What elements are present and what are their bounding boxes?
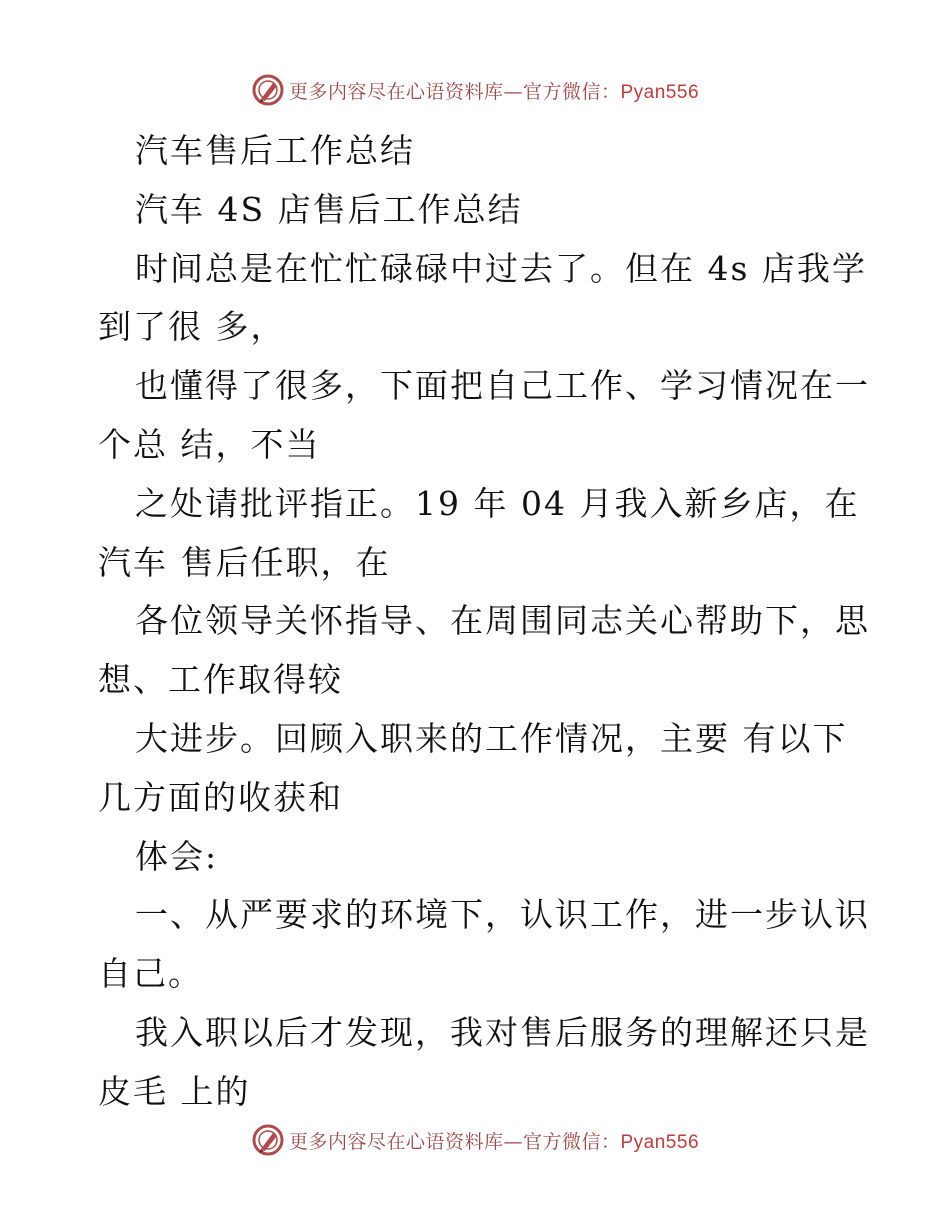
- text-line: 自己。: [98, 954, 203, 994]
- footer-banner-text: [289, 1127, 699, 1154]
- text-line: 汽车 售后任职，在: [98, 542, 391, 582]
- text-line: 汽车 4S 店售后工作总结: [135, 189, 523, 229]
- text-line: 之处请批评指正。19 年 04 月我入新乡店，在: [135, 483, 860, 523]
- text-line: 时间总是在忙忙碌碌中过去了。但在 4s 店我学: [135, 248, 867, 288]
- text-line: 皮毛 上的: [98, 1071, 251, 1111]
- footer-banner: [0, 1120, 950, 1160]
- banner-dash: —: [503, 1130, 523, 1153]
- site-name: 更多内容尽在心语资料库: [288, 1130, 504, 1153]
- header-banner-text: [289, 77, 699, 104]
- text-line: 几方面的收获和: [98, 777, 343, 817]
- wechat-id: Pyan556: [620, 1131, 700, 1153]
- text-line: 也懂得了很多，下面把自己工作、学习情况在一: [135, 366, 870, 406]
- text-line: 我入职以后才发现，我对售后服务的理解还只是: [135, 1012, 870, 1052]
- text-line: 各位领导关怀指导、在周围同志关心帮助下，思: [135, 601, 870, 641]
- site-name: 更多内容尽在心语资料库: [288, 80, 504, 103]
- text-line: 到了很 多，: [98, 307, 286, 347]
- header-banner: [0, 70, 950, 110]
- pen-logo-icon: [251, 1123, 285, 1157]
- pen-logo-icon: [251, 73, 285, 107]
- wechat-id: Pyan556: [620, 81, 700, 103]
- text-line: 个总 结，不当: [98, 424, 321, 464]
- document-body: [98, 122, 870, 1122]
- wechat-label: 官方微信：: [522, 80, 621, 103]
- banner-dash: —: [503, 80, 523, 103]
- text-line: 大进步。回顾入职来的工作情况，主要 有以下: [135, 718, 848, 758]
- text-line: 汽车售后工作总结: [135, 131, 415, 170]
- text-line: 一、从严要求的环境下，认识工作，进一步认识: [135, 895, 870, 935]
- wechat-label: 官方微信：: [522, 1130, 621, 1153]
- text-line: 想、工作取得较: [98, 660, 343, 700]
- text-line: 体会:: [135, 836, 219, 876]
